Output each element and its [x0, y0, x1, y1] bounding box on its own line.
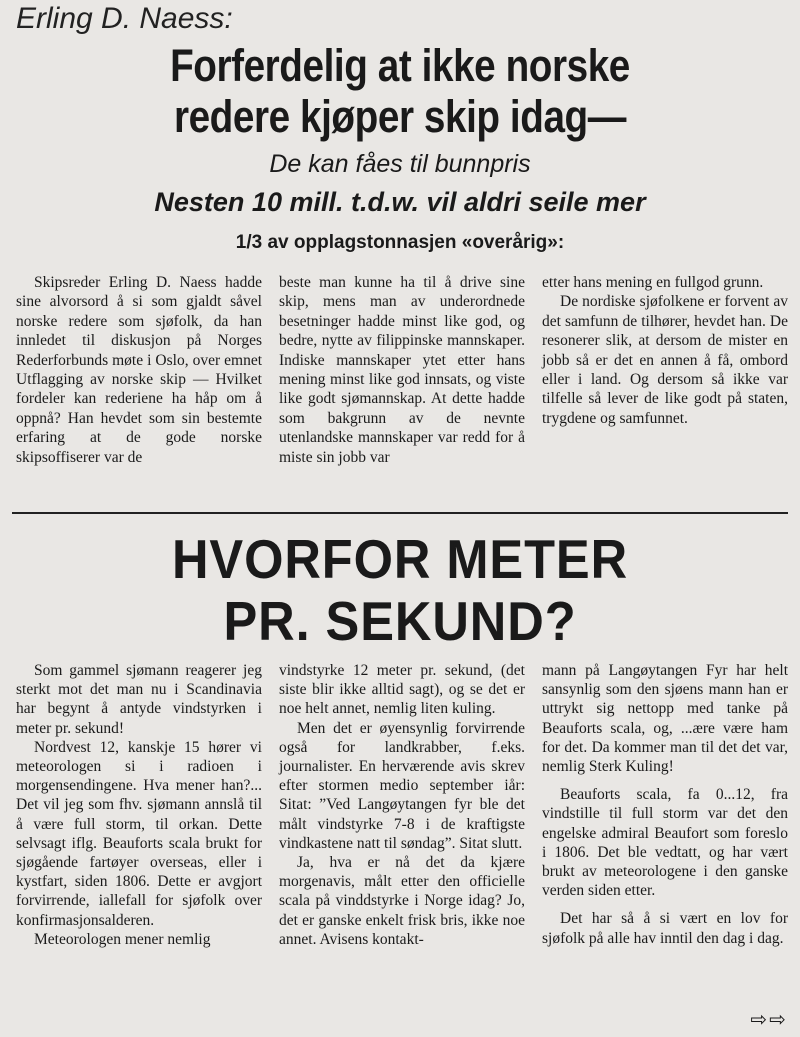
article2-column-3: [542, 661, 788, 949]
paragraph: Som gammel sjømann reagerer jeg sterkt mot det man nu i Scandinavia har begynt å antyde vindstyrken i meter pr. sekund!: [16, 662, 262, 737]
kicker-opplagstonnasjen: 1/3 av opplagstonnasjen «overårig»:: [235, 232, 565, 253]
subheadline-tdw: Nesten 10 mill. t.d.w. vil aldri seile mer: [154, 187, 646, 217]
paragraph: Ja, hva er nå det da kjære morgenavis, målt etter den officielle scala på vinddstyrke i Norge idag? Jo, det er ganske enkelt frisk bris, ikke noe annet. Avisens kontakt-: [279, 854, 525, 948]
paragraph: Skipsreder Erling D. Naess hadde sine alvorsord å si som gjaldt såvel norske redere som sjøfolk, da han innledet til diskusjon på Norges Rederforbunds møte i Oslo, over emnet Utflagging av norske skip — Hvilket fordeler kan rederiene ha håp om å oppnå? Han hevdet som sin bestemte erfaring at de gode norske skipsoffiserer var de: [16, 274, 262, 466]
headline-line-1: HVORFOR METER: [171, 528, 629, 590]
subheadline-bunnpris: De kan fåes til bunnpris: [269, 150, 531, 178]
paragraph: Nordvest 12, kanskje 15 hører vi meteorologen si i radioen i morgensendingene. Hva mener han?... Det vil jeg som fhv. sjømann annslå til å være full storm, til orkan. Dette selvsagt iflg. Beauforts scala brukt for sjøgående fartøyer overseas, eller i kystfart, siden 1806. Dette er avgjort forvirrende, iallefall for sjøfolk over konfirmasjonsalderen.: [16, 738, 262, 929]
headline-line-2: PR. SEKUND?: [223, 590, 577, 652]
paragraph: beste man kunne ha til å drive sine skip, mens man av underordnede besetninger hadde minst like god, og bedre, nytte av filippinske mannskaper. Indiske mannskaper ytet etter hans mening minst like god innsats, og viste like godt sjømannskap. At dette hadde som bakgrunn av de nevnte utenlandske mannskaper var redd for å miste sin jobb var: [279, 274, 525, 466]
continued-arrow-icon: ⇨⇨: [750, 1007, 788, 1031]
article2-column-2: [279, 661, 525, 949]
section-divider: [12, 512, 788, 514]
article2-columns: [16, 661, 788, 949]
headline-hvorfor-meter: [32, 528, 768, 652]
paragraph: vindstyrke 12 meter pr. sekund, (det siste blir ikke alltid sagt), og se det er noe helt annet, nemlig liten kuling.: [279, 662, 525, 718]
headline-line-2: redere kjøper skip idag—: [173, 91, 627, 142]
paragraph: Meteorologen mener nemlig: [34, 930, 211, 948]
paragraph: mann på Langøytangen Fyr har helt sansynlig som den sjøens mann han er uttrykt sig nettopp med tanke på Beauforts scala, og, ...ære være ham for det. Da kommer man til det det var, nemlig Sterk Kuling!: [542, 662, 788, 776]
article1-column-3: [542, 273, 788, 467]
article1-column-2: [279, 273, 525, 467]
byline: Erling D. Naess:: [16, 2, 233, 35]
headline-line-1: Forferdelig at ikke norske: [170, 40, 630, 91]
article1-columns: [16, 273, 788, 467]
paragraph: Men det er øyensynlig forvirrende også for landkrabber, f.eks. journalister. En herværende avis skrev efter stormen medio september iår: Sitat: ”Ved Langøytangen fyr ble det målt vindstyrke 7-8 i de kraftigste vindkastene natt til søndag”. Sitat slutt.: [279, 719, 525, 852]
article1-column-1: [16, 273, 262, 467]
article2-column-1: [16, 661, 262, 949]
paragraph: etter hans mening en fullgod grunn.: [542, 274, 764, 291]
paragraph: De nordiske sjøfolkene er forvent av det samfunn de tilhører, hevdet han. De resonerer slik, at dersom de mister en jobb så er det en annen å få, ombord eller i land. Og dersom så ikke var tilfelle så lever de like godt på staten, trygdene og samfunnet.: [542, 293, 788, 427]
headline-forferdelig: [56, 40, 744, 142]
paragraph: Det har så å si vært en lov for sjøfolk på alle hav inntil den dag i dag.: [542, 910, 788, 947]
paragraph: Beauforts scala, fa 0...12, fra vindstille til full storm var det den engelske admiral Beaufort som foreslo i 1806. Det ble vedtatt, og har vært brukt av meteorologene i den ganske verden siden etter.: [542, 786, 788, 900]
